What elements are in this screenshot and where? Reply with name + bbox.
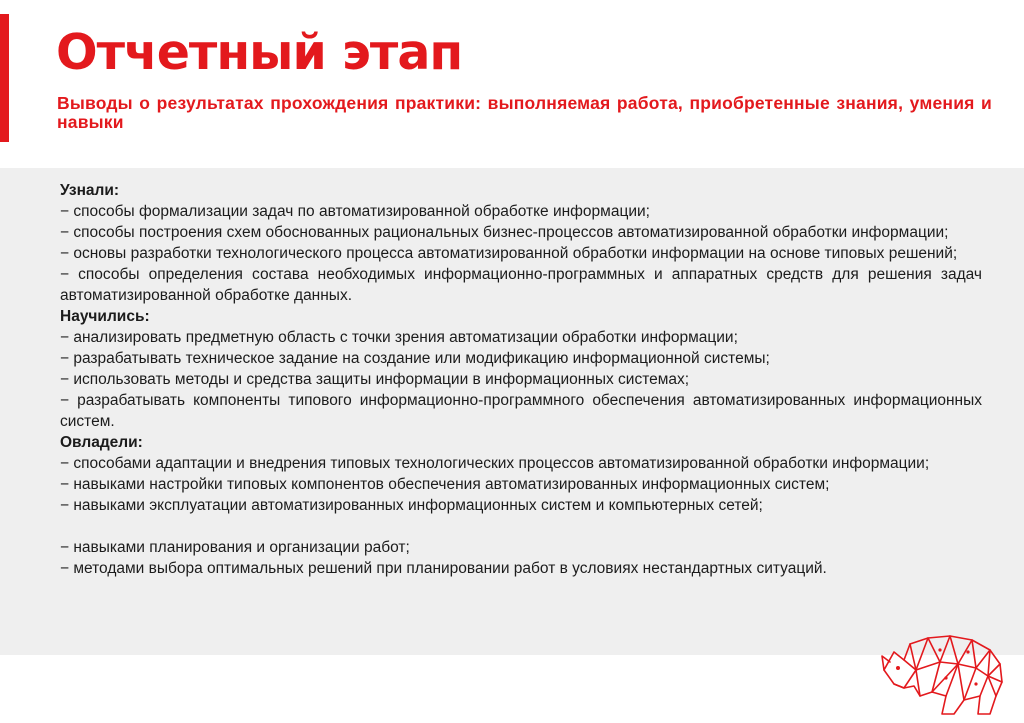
accent-side-bar xyxy=(0,14,9,142)
list-item: − способами адаптации и внедрения типовых технологических процессов автоматизированной обработки информации; xyxy=(60,455,930,472)
list-item: − разрабатывать техническое задание на создание или модификацию информационной системы; xyxy=(60,350,770,367)
content-text xyxy=(60,180,982,579)
list-item: − способы определения состава необходимых информационно-программных и аппаратных средств для решения задач автоматизированной обработке данных. xyxy=(60,266,982,304)
slide-subtitle: Выводы о результатах прохождения практики: выполняемая работа, приобретенные знания, умения и навыки xyxy=(57,93,992,132)
list-item: − анализировать предметную область с точки зрения автоматизации обработки информации; xyxy=(60,329,738,346)
list-item: − способы построения схем обоснованных рациональных бизнес-процессов автоматизированной обработки информации; xyxy=(60,224,949,241)
list-item: − способы формализации задач по автоматизированной обработке информации; xyxy=(60,203,650,220)
list-item: − разрабатывать компоненты типового информационно-программного обеспечения автоматизированных информационных систем. xyxy=(60,392,982,430)
rhino-logo-icon xyxy=(880,630,1010,718)
list-item: − основы разработки технологического процесса автоматизированной обработки информации на основе типовых решений; xyxy=(60,245,958,262)
list-spacer xyxy=(60,516,982,537)
list-item: − методами выбора оптимальных решений при планировании работ в условиях нестандартных ситуаций. xyxy=(60,560,827,577)
list-item: − навыками эксплуатации автоматизированных информационных систем и компьютерных сетей; xyxy=(60,497,763,514)
section-heading-learned: Узнали: xyxy=(60,182,120,199)
slide-title: Отчетный этап xyxy=(56,24,463,81)
list-item: − использовать методы и средства защиты информации в информационных системах; xyxy=(60,371,690,388)
list-item: − навыками настройки типовых компонентов обеспечения автоматизированных информационных систем; xyxy=(60,476,830,493)
list-item: − навыками планирования и организации работ; xyxy=(60,539,410,556)
section-heading-mastered: Овладели: xyxy=(60,434,143,451)
section-heading-learned-to: Научились: xyxy=(60,308,150,325)
